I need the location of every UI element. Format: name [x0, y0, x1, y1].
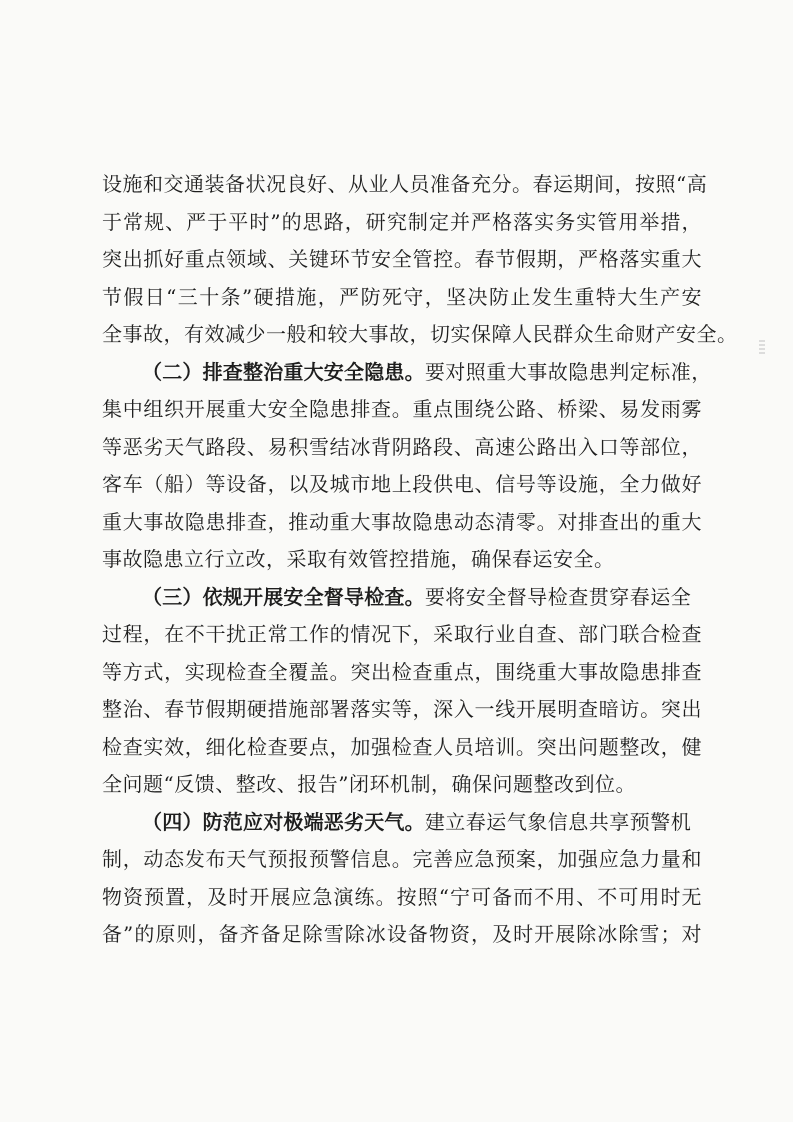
section-heading: （二）排查整治重大安全隐患。: [142, 359, 425, 384]
body-line: 物资预置，及时开展应急演练。按照“宁可备而不用、不可用时无: [102, 884, 702, 909]
section-text: 要将安全督导检查贯穿春运全: [424, 584, 692, 609]
body-line: 全事故，有效减少一般和较大事故，切实保障人民群众生命财产安全。: [102, 322, 738, 346]
section-text: 要对照重大事故隐患判定标准，: [424, 359, 712, 384]
body-line: 全问题“反馈、整改、报告”闭环机制，确保问题整改到位。: [102, 772, 636, 796]
section-heading: （四）防范应对极端恶劣天气。: [142, 809, 425, 834]
body-line: 等恶劣天气路段、易积雪结冰背阴路段、高速公路出入口等部位，: [102, 434, 702, 459]
body-line: 备”的原则，备齐备足除雪除冰设备物资，及时开展除冰除雪；对: [102, 922, 702, 946]
body-line: 整治、春节假期硬措施部署落实等，深入一线开展明查暗访。突出: [102, 697, 702, 721]
body-line: 重大事故隐患排查，推动重大事故隐患动态清零。对排查出的重大: [102, 509, 702, 534]
section-heading-line: [102, 579, 702, 617]
section-heading: （三）依规开展安全督导检查。: [142, 584, 425, 609]
document-body: [102, 166, 738, 954]
body-line: 过程，在不干扰正常工作的情况下，采取行业自查、部门联合检查: [102, 622, 702, 646]
scan-artifact: [759, 340, 765, 354]
body-line: 制，动态发布天气预报预警信息。完善应急预案，加强应急力量和: [102, 847, 702, 871]
body-line: 集中组织开展重大安全隐患排查。重点围绕公路、桥梁、易发雨雾: [102, 397, 702, 421]
section-heading-line: [102, 354, 712, 392]
body-line: 于常规、严于平时”的思路，研究制定并严格落实务实管用举措，: [102, 209, 702, 234]
body-line: 检查实效，细化检查要点，加强检查人员培训。突出问题整改，健: [102, 734, 702, 759]
body-line: 设施和交通装备状况良好、从业人员准备充分。春运期间，按照“高: [102, 172, 708, 196]
section-heading-line: [102, 804, 702, 842]
body-line: 节假日“三十条”硬措施，严防死守，坚决防止发生重特大生产安: [102, 284, 702, 309]
section-text: 建立春运气象信息共享预警机: [424, 809, 692, 834]
body-line: 客车（船）等设备，以及城市地上段供电、信号等设施，全力做好: [102, 472, 702, 496]
body-line: 突出抓好重点领域、关键环节安全管控。春节假期，严格落实重大: [102, 247, 702, 271]
body-line: 等方式，实现检查全覆盖。突出检查重点，围绕重大事故隐患排查: [102, 659, 702, 684]
body-line: 事故隐患立行立改，采取有效管控措施，确保春运安全。: [102, 547, 615, 571]
